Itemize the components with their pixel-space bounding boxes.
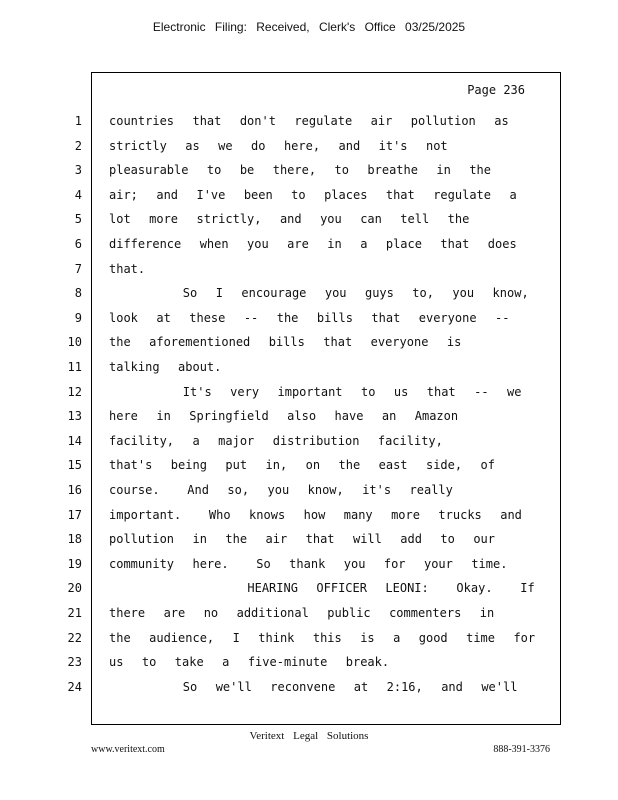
line-text: the aforementioned bills that everyone is [109,335,462,350]
line-number: 20 [67,581,82,596]
line-number: 11 [67,360,82,374]
line-text: course. And so, you know, it's really [109,483,453,497]
line-text: look at these -- the bills that everyone -- [109,310,510,325]
line-number: 12 [67,384,82,399]
line-text: It's very important to us that -- we [109,384,522,399]
line-text: difference when you are in a place that does [109,237,517,251]
line-number: 16 [67,483,82,497]
line-number: 7 [74,261,82,276]
line-text: that's being put in, on the east side, of [109,458,496,473]
line-number: 22 [67,630,82,645]
line-number: 6 [74,237,82,251]
line-text: talking about. [109,360,222,374]
line-number: 13 [67,409,82,424]
line-number: 21 [67,606,82,620]
line-number: 19 [67,556,82,571]
footer-website: www.veritext.com [91,744,165,755]
line-number: 3 [74,163,82,178]
line-number: 15 [67,458,82,473]
line-text: us to take a five-minute break. [109,655,390,670]
line-number: 2 [74,138,82,153]
line-number: 24 [67,679,82,694]
line-text: lot more strictly, and you can tell the [109,212,470,227]
line-text: So I encourage you guys to, you know, [109,286,529,301]
line-text: facility, a major distribution facility, [109,433,443,448]
line-number: 1 [74,114,82,128]
line-number: 5 [74,212,82,227]
line-text: strictly as we do here, and it's not [109,138,448,153]
line-text: pleasurable to be there, to breathe in the [109,163,492,178]
line-text: pollution in the air that will add to our [109,532,496,547]
line-text: air; and I've been to places that regulate a [109,187,517,202]
line-text: So we'll reconvene at 2:16, and we'll [109,679,518,694]
line-text: community here. So thank you for your time. [109,556,508,571]
line-number: 18 [67,532,82,547]
line-text: important. Who knows how many more trucks and [109,507,522,522]
filing-stamp-header: Electronic Filing: Received, Clerk's Office 03/25/2025 [152,20,466,34]
line-number: 4 [74,187,82,202]
page-number: Page 236 [467,83,525,97]
footer-company-name: Veritext Legal Solutions [249,730,369,742]
line-number: 17 [67,507,82,522]
line-text: HEARING OFFICER LEONI: Okay. If [109,581,535,596]
line-number: 9 [74,310,82,325]
line-text: that. [109,261,146,276]
line-text: countries that don't regulate air pollution as [109,114,509,128]
line-text: the audience, I think this is a good time for [109,630,536,645]
line-number: 10 [67,335,82,350]
line-number: 8 [74,286,82,301]
footer-phone: 888-391-3376 [493,744,550,755]
line-number: 23 [67,655,82,670]
line-number: 14 [67,433,82,448]
line-text: there are no additional public commenters in [109,606,495,620]
line-text: here in Springfield also have an Amazon [109,409,459,424]
